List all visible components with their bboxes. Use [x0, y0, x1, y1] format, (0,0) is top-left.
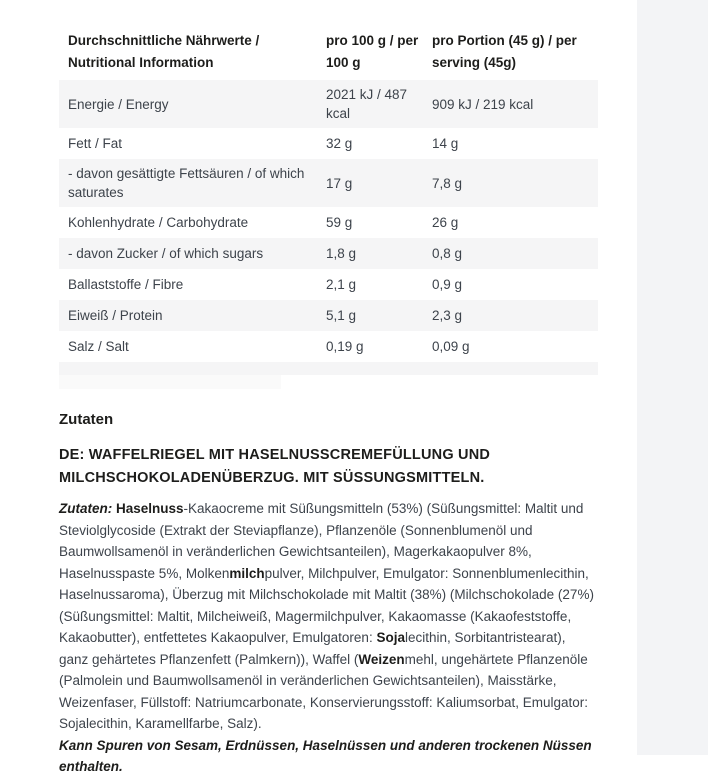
value-per-100g: 2021 kJ / 487 kcal — [326, 87, 408, 121]
nutrition-table-body — [59, 80, 598, 362]
nutrition-table — [59, 28, 598, 389]
value-per-portion: 0,09 g — [432, 339, 470, 354]
value-per-portion: 14 g — [432, 136, 459, 151]
nutrition-row — [59, 159, 598, 207]
ingredient-text-segment: mehl, ungehärtete Pflanzenöle (Palmolein und Baumwollsamenöl in veränderlichen Gewichtsanteilen), Maisstärke, Weizenfaser, Füllstoff: Natriumcarbonate, Konservierungsstoff: Kaliumsorbat, Emulgator: Sojalecithin, Karamellfarbe, Salz). — [59, 651, 588, 731]
value-per-portion: 909 kJ / 219 kcal — [432, 96, 534, 112]
nutrient-label: - davon Zucker / of which sugars — [68, 246, 264, 261]
nutrition-row — [59, 300, 598, 331]
nutrient-label: Ballaststoffe / Fibre — [68, 277, 184, 292]
nutrient-label: Energie / Energy — [68, 96, 169, 112]
value-per-portion: 0,8 g — [432, 246, 463, 261]
ingredient-text-segment: pulver, Milchpulver, Emulgator: Sonnenblumenlecithin, Haselnussaroma), Überzug mit Milchschokolade mit Maltit (38%) (Milchschokolade (27%) (Süßungsmittel: Maltit, Milcheiweiß, Magermilchpulver, Kakaomasse (Kakaofeststoffe, Kakaobutter), entfettetes Kakaopulver, Emulgatoren: — [59, 565, 594, 645]
nutrition-row — [59, 128, 598, 159]
ingredients-heading: Zutaten — [59, 411, 114, 428]
nutrition-row — [59, 80, 598, 128]
value-per-100g: 32 g — [326, 136, 353, 151]
ingredient-text-segment: lecithin, Sorbitantristearat), ganz gehärtetes Pflanzenfett (Palmkern)), Waffel ( — [59, 630, 566, 667]
nutrient-label: Kohlenhydrate / Carbohydrate — [68, 215, 249, 230]
product-description-heading: DE: WAFFELRIEGEL MIT HASELNUSSCREMEFÜLLUNG UND MILCHSCHOKOLADENÜBERZUG. MIT SÜSSUNGSMITTELN. — [59, 447, 491, 486]
header-per-portion-column: pro Portion (45 g) / per serving (45g) — [432, 33, 577, 70]
nutrition-row — [59, 238, 598, 269]
table-footer-bar — [59, 362, 598, 375]
value-per-100g: 2,1 g — [326, 277, 357, 292]
value-per-portion: 7,8 g — [432, 175, 463, 191]
nutrition-row — [59, 331, 598, 362]
nutrition-table-header — [59, 28, 598, 80]
nutrient-label: Salz / Salt — [68, 339, 129, 354]
value-per-100g: 1,8 g — [326, 246, 357, 261]
allergen-trace-note: Kann Spuren von Sesam, Erdnüssen, Haselnüssen und anderen trockenen Nüssen enthalten. — [59, 737, 592, 774]
header-nutrient-column: Durchschnittliche Nährwerte / Nutritional Information — [68, 33, 260, 70]
value-per-100g: 0,19 g — [326, 339, 364, 354]
nutrient-label: Fett / Fat — [68, 136, 123, 151]
product-details-section — [59, 28, 598, 778]
nutrient-label: - davon gesättigte Fettsäuren / of which saturates — [68, 166, 305, 200]
header-per-100g-column: pro 100 g / per 100 g — [326, 33, 419, 70]
nutrient-label: Eiweiß / Protein — [68, 308, 163, 323]
page-background-strip — [637, 0, 708, 755]
value-per-100g: 17 g — [326, 175, 353, 191]
value-per-portion: 0,9 g — [432, 277, 463, 292]
nutrition-row — [59, 269, 598, 300]
ingredient-text-segment: Soja — [376, 630, 405, 645]
ingredient-text-segment: Zutaten: — [59, 501, 116, 516]
value-per-portion: 26 g — [432, 215, 459, 230]
ingredient-text-segment: milch — [229, 565, 265, 581]
table-footer-partial-bar — [59, 375, 281, 389]
value-per-100g: 59 g — [326, 215, 353, 230]
ingredient-text-segment: Haselnuss — [116, 501, 184, 516]
value-per-portion: 2,3 g — [432, 308, 463, 323]
value-per-100g: 5,1 g — [326, 308, 357, 323]
ingredient-text-segment: -Kakaocreme mit Süßungsmitteln (53%) (Süßungsmittel: Maltit und Steviolglycoside (Extrakt der Steviapflanze), Pflanzenöle (Sonnenblumenöl und Baumwollsamenöl in veränderlichen Gewichtsanteilen), Magerkakaopulver 8%, Haselnusspaste 5%, Molken — [59, 501, 584, 581]
ingredients-paragraph — [59, 498, 597, 735]
nutrition-row — [59, 207, 598, 238]
ingredient-text-segment: Weizen — [358, 651, 405, 667]
